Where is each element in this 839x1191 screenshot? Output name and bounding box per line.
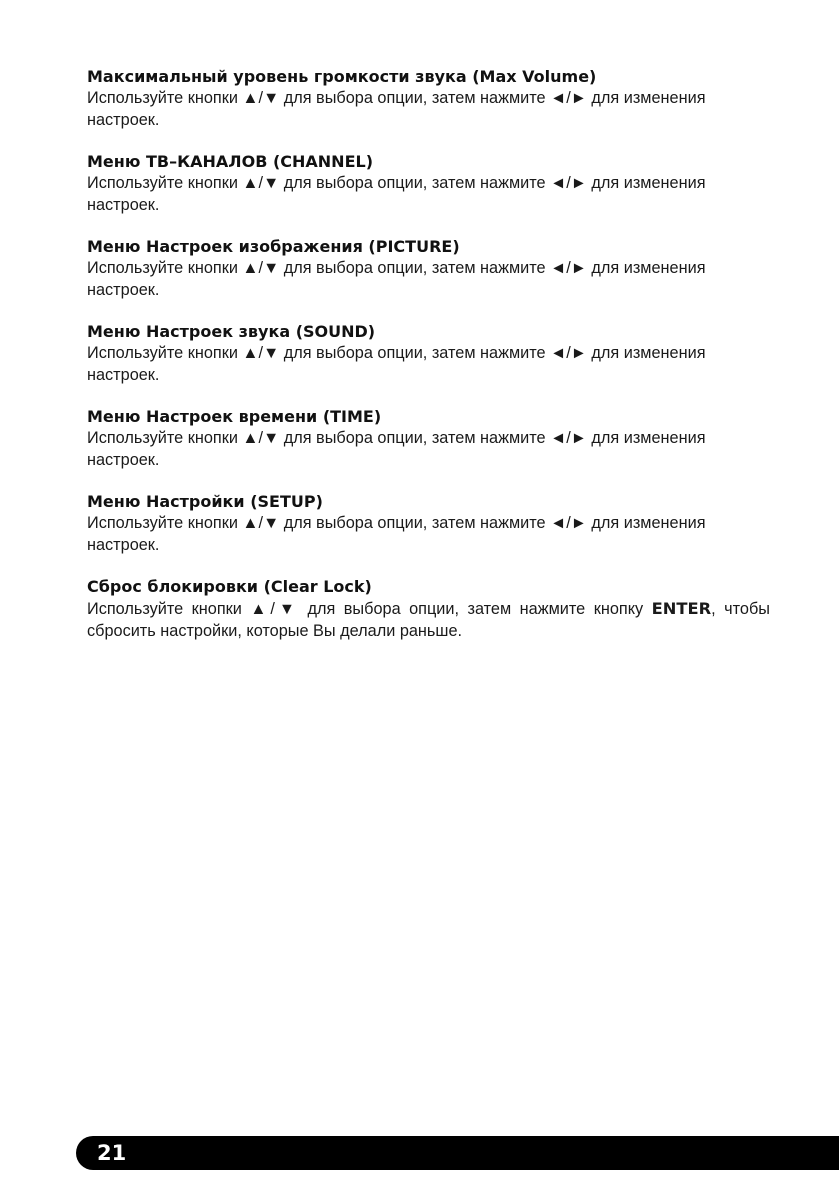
section-body [87, 88, 770, 131]
section-title: Максимальный уровень громкости звука (Max Volume) [87, 67, 597, 86]
section-picture [87, 236, 770, 301]
section-body-line: настроек. [87, 280, 160, 299]
section-time [87, 406, 770, 471]
section-title: Меню Настроек звука (SOUND) [87, 322, 376, 341]
section-body-line: настроек. [87, 450, 160, 469]
section-body [87, 513, 770, 556]
section-body [87, 343, 770, 386]
section-body-line: настроек. [87, 195, 160, 214]
footer-bar [76, 1136, 839, 1170]
section-body-line: настроек. [87, 365, 160, 384]
section-body [87, 598, 770, 642]
section-body-line: Используйте кнопки ▲/▼ для выбора опции, затем нажмите ◄/► для изменения [87, 344, 706, 362]
section-title: Сброс блокировки (Clear Lock) [87, 577, 372, 596]
section-clear-lock [87, 576, 770, 642]
section-title: Меню Настроек изображения (PICTURE) [87, 237, 460, 256]
section-title: Меню Настройки (SETUP) [87, 492, 323, 511]
section-max-volume [87, 66, 770, 131]
section-body-line: настроек. [87, 535, 160, 554]
section-body-line: настроек. [87, 110, 160, 129]
page-number: 21 [97, 1141, 127, 1165]
section-body-line: Используйте кнопки ▲/▼ для выбора опции, затем нажмите ◄/► для изменения [87, 174, 706, 192]
section-body-text: , чтобы сбросить настройки, которые Вы делали раньше. [87, 600, 771, 640]
section-setup [87, 491, 770, 556]
section-body-line: Используйте кнопки ▲/▼ для выбора опции, затем нажмите ◄/► для изменения [87, 514, 706, 532]
section-body [87, 173, 770, 216]
enter-key-label: ENTER [651, 599, 712, 618]
section-channel [87, 151, 770, 216]
section-body-text: Используйте кнопки ▲/▼ для выбора опции, затем нажмите кнопку [87, 600, 652, 618]
section-sound [87, 321, 770, 386]
section-body-line: Используйте кнопки ▲/▼ для выбора опции, затем нажмите ◄/► для изменения [87, 429, 706, 447]
section-body [87, 258, 770, 301]
manual-content [87, 66, 770, 662]
section-title: Меню Настроек времени (TIME) [87, 407, 382, 426]
section-body-line: Используйте кнопки ▲/▼ для выбора опции, затем нажмите ◄/► для изменения [87, 89, 706, 107]
section-body-line: Используйте кнопки ▲/▼ для выбора опции, затем нажмите ◄/► для изменения [87, 259, 706, 277]
section-title: Меню ТВ–КАНАЛОВ (CHANNEL) [87, 152, 373, 171]
section-body [87, 428, 770, 471]
